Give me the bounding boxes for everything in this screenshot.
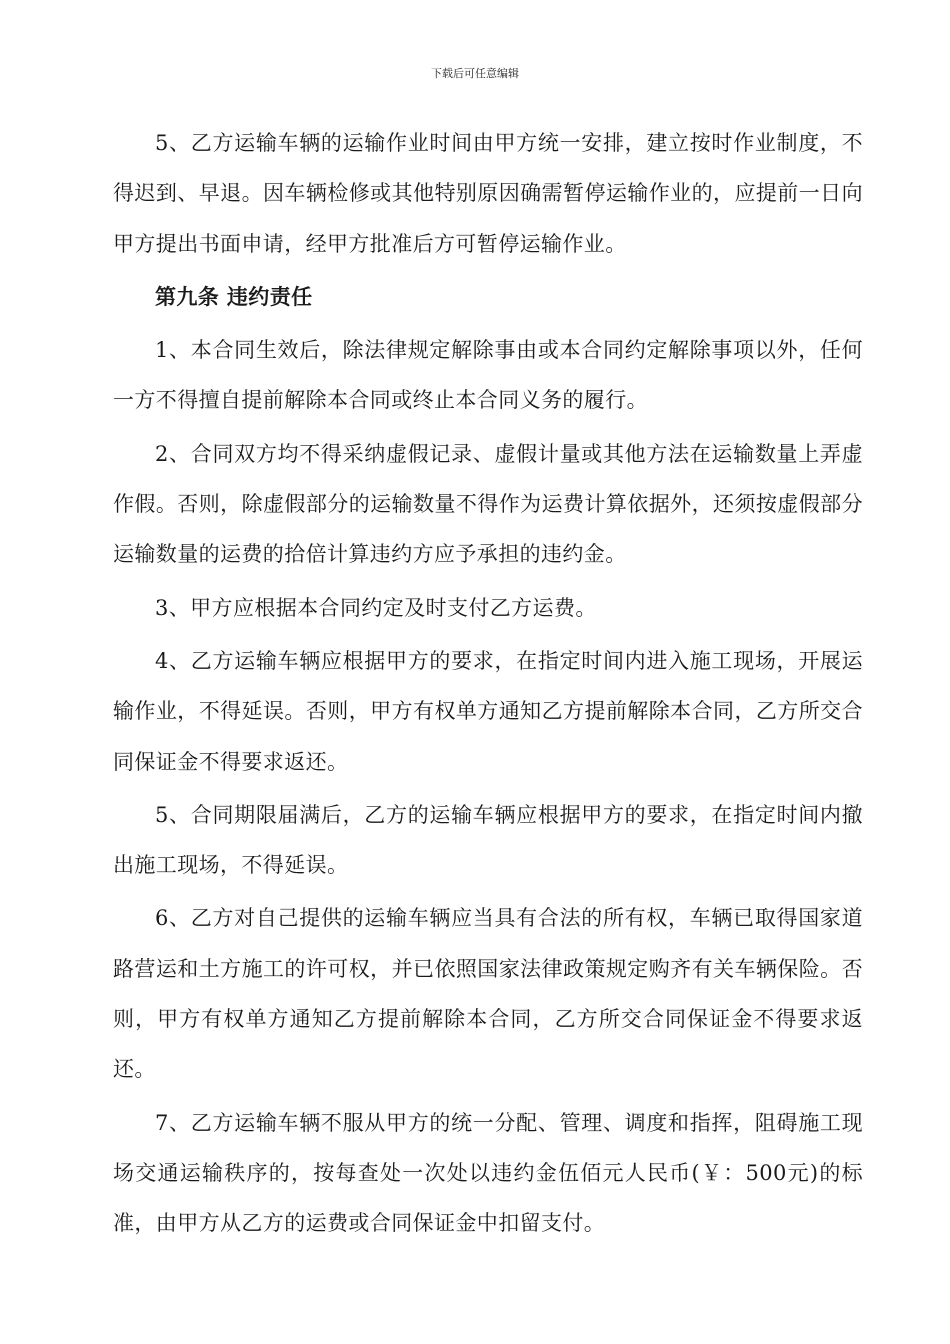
clause-9-item-7: 7、乙方运输车辆不服从甲方的统一分配、管理、调度和指挥，阻碍施工现场交通运输秩序的，按每查处一次处以违约金伍佰元人民币(￥：500元)的标准，由甲方从乙方的运费或合同保证金中扣留支付。 [113,1110,863,1236]
page-header-note: 下载后可任意编辑 [431,67,519,80]
clause-9-item-2: 2、合同双方均不得采纳虚假记录、虚假计量或其他方法在运输数量上弄虚作假。否则，除虚假部分的运输数量不得作为运费计算依据外，还须按虚假部分运输数量的运费的拾倍计算违约方应予承担的违约金。 [113,441,863,567]
clause-9-item-1: 1、本合同生效后，除法律规定解除事由或本合同约定解除事项以外，任何一方不得擅自提前解除本合同或终止本合同义务的履行。 [113,338,863,413]
clause-9-item-6: 6、乙方对自己提供的运输车辆应当具有合法的所有权，车辆已取得国家道路营运和土方施工的许可权，并已依照国家法律政策规定购齐有关车辆保险。否则，甲方有权单方通知乙方提前解除本合同，乙方所交合同保证金不得要求返还。 [113,906,863,1082]
clause-9-item-3: 3、甲方应根据本合同约定及时支付乙方运费。 [155,595,597,620]
section-heading-article-9: 第九条 违约责任 [155,284,313,309]
clause-9-item-5: 5、合同期限届满后，乙方的运输车辆应根据甲方的要求，在指定时间内撤出施工现场，不得延误。 [113,802,863,878]
document-body [113,118,863,1252]
clause-9-item-4: 4、乙方运输车辆应根据甲方的要求，在指定时间内进入施工现场，开展运输作业，不得延误。否则，甲方有权单方通知乙方提前解除本合同，乙方所交合同保证金不得要求返还。 [113,648,863,774]
clause-8-item-5: 5、乙方运输车辆的运输作业时间由甲方统一安排，建立按时作业制度，不得迟到、早退。因车辆检修或其他特别原因确需暂停运输作业的，应提前一日向甲方提出书面申请，经甲方批准后方可暂停运输作业。 [113,131,863,256]
